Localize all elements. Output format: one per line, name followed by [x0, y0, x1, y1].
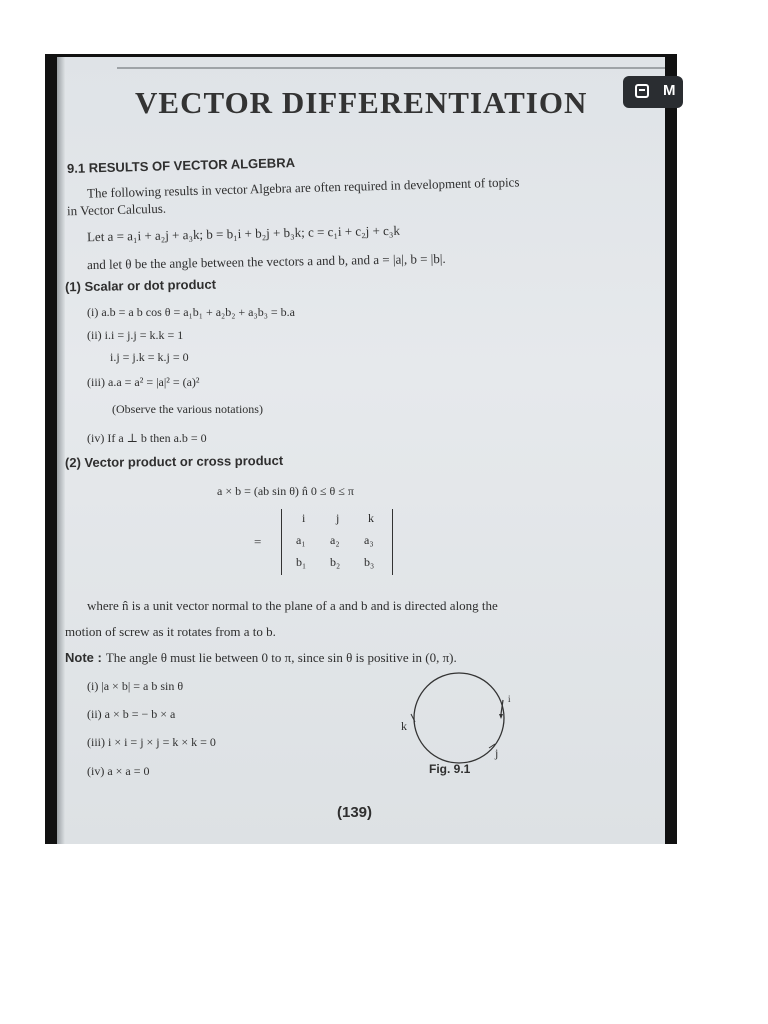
label-j: j — [495, 746, 499, 760]
note-item-2: (ii) a × b = − b × a — [87, 707, 176, 721]
scalar-item-1: (i) a.b = a b cos θ = a₁b₁ + a₂b₂ + a₃b₃ = b.a — [87, 305, 295, 319]
det-cell: k — [368, 511, 374, 525]
intro-line-2: in Vector Calculus. — [66, 200, 167, 219]
determinant-equals: = — [254, 534, 262, 549]
scalar-item-4: (iv) If a ⊥ b then a.b = 0 — [87, 431, 207, 445]
scalar-item-2: (ii) i.i = j.j = k.k = 1 — [87, 328, 184, 342]
archive-icon — [635, 84, 649, 98]
det-cell: a₃ — [364, 533, 374, 547]
note-item-4: (iv) a × a = 0 — [87, 764, 150, 778]
label-k: k — [401, 719, 407, 733]
det-cell: b₃ — [364, 555, 375, 569]
note-line — [65, 649, 457, 667]
top-rule — [117, 67, 665, 69]
scalar-product-heading: (1) Scalar or dot product — [64, 276, 217, 295]
section-heading: 9.1 RESULTS OF VECTOR ALGEBRA — [66, 155, 296, 176]
vector-product-heading: (2) Vector product or cross product — [64, 452, 284, 471]
note-item-1: (i) |a × b| = a b sin θ — [87, 679, 184, 693]
page-number: (139) — [337, 804, 373, 821]
determinant — [281, 509, 393, 575]
label-i: i — [508, 694, 511, 704]
scalar-item-2b: i.j = j.k = k.j = 0 — [110, 350, 189, 364]
document-photo — [45, 54, 677, 844]
det-cell: a₂ — [330, 533, 340, 547]
det-cell: b₂ — [330, 555, 341, 569]
chapter-title: VECTOR DIFFERENTIATION — [135, 85, 588, 120]
circle-diagram — [407, 670, 527, 770]
intro-line-1: The following results in vector Algebra are often required in development of topics — [86, 174, 520, 201]
det-cell: b₁ — [296, 555, 307, 569]
figure-caption: Fig. 9.1 — [429, 762, 471, 776]
det-cell: a₁ — [296, 533, 306, 547]
note-item-3: (iii) i × i = j × j = k × k = 0 — [87, 735, 216, 749]
viewer-archive-button[interactable] — [623, 76, 683, 108]
figure-9-1 — [401, 670, 527, 770]
book-page — [57, 57, 665, 844]
note-label: Note : — [65, 650, 102, 665]
where-line-2: motion of screw as it rotates from a to b. — [65, 624, 276, 639]
let-line: Let a = a₁i + a₂j + a₃k; b = b₁i + b₂j + b₃k; c = c₁i + c₂j + c₃k — [86, 222, 401, 245]
cross-product-formula: a × b = (ab sin θ) n̂ 0 ≤ θ ≤ π — [217, 484, 354, 498]
note-text: The angle θ must lie between 0 to π, since sin θ is positive in (0, π). — [105, 650, 457, 665]
det-cell: i — [302, 511, 306, 525]
page-edge-shadow — [57, 57, 65, 844]
scalar-item-3: (iii) a.a = a² = |a|² = (a)² — [87, 375, 200, 389]
angle-line: and let θ be the angle between the vectors a and b, and a = |a|, b = |b|. — [86, 250, 446, 273]
det-cell: j — [336, 511, 340, 525]
viewer-button-label: M — [663, 82, 676, 99]
where-line-1: where n̂ is a unit vector normal to the plane of a and b and is directed along the — [87, 598, 498, 613]
scalar-note: (Observe the various notations) — [112, 402, 263, 416]
